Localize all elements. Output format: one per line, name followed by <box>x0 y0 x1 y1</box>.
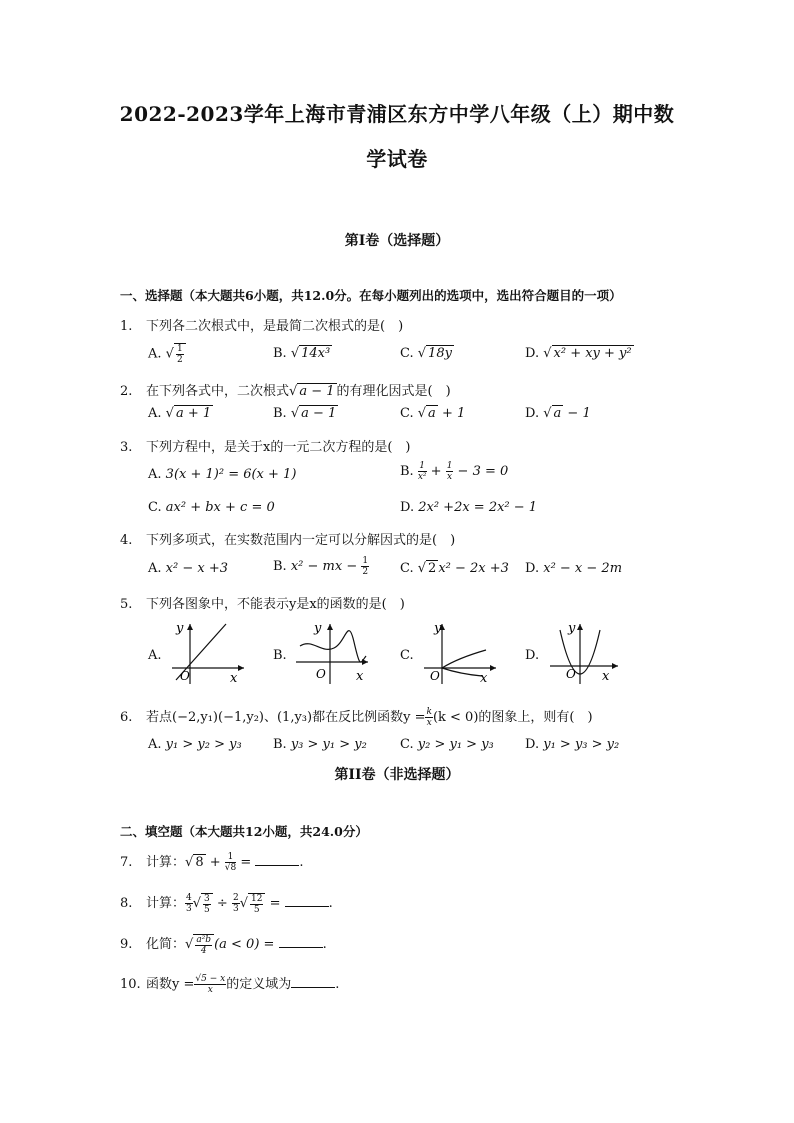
q2-option-b[interactable]: B. √ a − 1 <box>273 406 337 421</box>
x-axis-label: x <box>230 671 238 686</box>
option-math: y₂ > y₁ > y₃ <box>417 737 494 752</box>
plus-sign: + <box>205 855 225 870</box>
option-label: B. <box>400 464 414 479</box>
option-math: a + 1 <box>175 406 212 421</box>
root-fraction: $\frac{\text{a²b}}{4}$ <box>193 934 214 956</box>
inline-math: a − 1 <box>299 384 335 399</box>
q5-graph-c[interactable] <box>420 618 500 686</box>
option-math-tail: − 1 <box>563 406 591 421</box>
root-fraction-2: $\frac{12}{5}$ <box>248 893 265 915</box>
q6-option-c[interactable] <box>400 737 494 752</box>
question-9: 9. 化简：√ $\frac{\text{a²b}}{4}$ (a < 0) = . <box>120 934 327 956</box>
question-number: 2. <box>120 384 133 399</box>
q1-option-a[interactable]: A. √ $\frac{1}{2}$ <box>148 343 186 365</box>
q5-option-a-label[interactable]: A. <box>148 648 162 663</box>
q5-graph-d[interactable] <box>546 618 622 686</box>
q1-option-d[interactable]: D. √ x² + xy + y² <box>525 346 632 361</box>
q3-option-c[interactable] <box>148 500 275 515</box>
option-label: C. <box>400 561 414 576</box>
q4-option-b[interactable] <box>273 556 369 577</box>
option-math: y₃ > y₁ > y₂ <box>290 737 367 752</box>
question-1 <box>120 315 403 334</box>
section1-heading: 一、选择题（本大题共6小题，共12.0分。在每小题列出的选项中，选出符合题目的一项） <box>120 288 622 303</box>
question-label: 计算： <box>146 855 186 870</box>
q3-option-b[interactable] <box>400 461 508 482</box>
q6-option-a[interactable] <box>148 737 242 752</box>
x-axis-label: x <box>602 669 610 684</box>
equals-sign: = <box>236 855 252 870</box>
option-label: D. <box>525 406 540 421</box>
inline-root: 8 <box>195 855 204 870</box>
question-2: 2. 在下列各式中，二次根式√ a − 1 的有理化因式是( ) <box>120 384 451 399</box>
root-fraction-1: $\frac{3}{5}$ <box>201 893 213 915</box>
option-math: 3(x + 1)² = 6(x + 1) <box>165 467 297 482</box>
option-label: B. <box>273 406 287 421</box>
x-axis-label: x <box>480 671 488 686</box>
option-label: A. <box>148 467 162 482</box>
y-axis-label: y <box>568 621 576 636</box>
option-math: a <box>428 406 436 421</box>
inline-fraction: $\frac{k}{x}$ <box>426 707 432 728</box>
question-4 <box>120 529 455 548</box>
page-title-line2: 学试卷 <box>366 147 428 171</box>
part1-title: 第I卷（选择题） <box>344 233 450 249</box>
origin-label: O <box>180 669 190 683</box>
period: . <box>299 855 304 870</box>
question-text: 下列多项式，在实数范围内一定可以分解因式的是( ) <box>146 533 456 548</box>
option-label: D. <box>525 346 540 361</box>
option-label: A. <box>148 561 162 576</box>
option-math: x² − x − 2m <box>543 561 623 576</box>
option-math-tail: + 1 <box>437 406 466 421</box>
y-axis-label: y <box>176 621 184 636</box>
question-number: 5. <box>120 597 133 612</box>
frac-1: $\frac{1}{\text{x²}}$ <box>417 461 427 482</box>
option-math: x² + xy + y² <box>553 346 632 361</box>
q1-option-c[interactable]: C. √ 18y <box>400 346 452 361</box>
question-number: 9. <box>120 937 133 952</box>
option-label: C. <box>148 500 162 515</box>
question-text: 若点(−2,y₁)(−1,y₂)、(1,y₃)都在反比例函数y = <box>146 710 426 725</box>
q4-option-a[interactable] <box>148 561 228 576</box>
question-text-end: 的有理化因式是( ) <box>336 384 451 399</box>
question-number: 1. <box>120 319 133 334</box>
option-label: D. <box>525 737 540 752</box>
equals-sign: = <box>265 896 281 911</box>
page-title-line1: 2022-2023学年上海市青浦区东方中学八年级（上）期中数 <box>119 102 675 126</box>
question-6 <box>120 706 593 728</box>
frac-2: $\frac{1}{x}$ <box>446 461 453 482</box>
option-math: ax² + bx + c = 0 <box>165 500 275 515</box>
question-text: 下列方程中，是关于x的一元二次方程的是( ) <box>146 440 411 455</box>
question-7: 7. 计算：√ 8 + $\frac{1}{√8}$ = . <box>120 852 304 873</box>
coef-fraction-1: $\frac{4}{3}$ <box>186 893 192 914</box>
question-text: 下列各图象中，不能表示y是x的函数的是( ) <box>146 597 405 612</box>
inline-fraction: $\frac{1}{√8}$ <box>224 852 237 873</box>
option-label: B. <box>273 346 287 361</box>
q3-option-a[interactable] <box>148 467 296 482</box>
option-label: C. <box>400 346 414 361</box>
option-label: B. <box>273 559 287 574</box>
question-label: 化简： <box>146 937 186 952</box>
option-label: D. <box>400 500 415 515</box>
origin-label: O <box>430 669 440 683</box>
option-math: x² − mx − <box>290 559 358 574</box>
question-text-end: (k < 0)的图象上，则有( ) <box>432 710 593 725</box>
q6-option-d[interactable] <box>525 737 619 752</box>
option-math: 18y <box>428 346 452 361</box>
question-number: 3. <box>120 440 133 455</box>
option-math: 2 <box>428 561 437 576</box>
answer-blank[interactable] <box>285 894 329 907</box>
q4-option-c[interactable]: C. √ 2 x² − 2x +3 <box>400 561 509 576</box>
option-math-tail: − 3 = 0 <box>453 464 509 479</box>
y-axis-label: y <box>314 621 322 636</box>
option-label: B. <box>273 737 287 752</box>
question-number: 8. <box>120 896 133 911</box>
option-math: a − 1 <box>301 406 337 421</box>
condition: (a < 0) = <box>214 937 275 952</box>
question-number: 6. <box>120 710 133 725</box>
plus-sign: + <box>426 464 446 479</box>
q5-graph-b[interactable] <box>292 618 372 686</box>
origin-label: O <box>316 667 326 681</box>
inline-fraction: $\frac{√5 - x}{x}$ <box>195 974 226 995</box>
divide-sign: ÷ <box>212 896 232 911</box>
question-text: 下列各二次根式中，是最简二次根式的是( ) <box>146 319 404 334</box>
question-8: 8. 计算： $\frac{4}{3}$ √ $\frac{3}{5}$ ÷ $\frac{2}{3}$ √ $\frac{12}{5}$ = . <box>120 893 333 915</box>
q2-option-c[interactable]: C. √ a + 1 <box>400 406 466 421</box>
question-5 <box>120 593 405 612</box>
option-label: A. <box>148 737 162 752</box>
period: . <box>328 896 333 911</box>
option-math: 2x² +2x = 2x² − 1 <box>418 500 538 515</box>
question-3 <box>120 436 410 455</box>
option-label: A. <box>148 346 162 362</box>
q4-option-d[interactable] <box>525 561 622 576</box>
x-axis-label: x <box>356 669 364 684</box>
y-axis-label: y <box>434 621 442 636</box>
answer-blank[interactable] <box>255 853 299 866</box>
question-10 <box>120 973 339 995</box>
option-label: A. <box>148 406 162 421</box>
answer-blank[interactable] <box>291 975 335 988</box>
q3-option-d[interactable] <box>400 500 537 515</box>
question-number: 7. <box>120 855 133 870</box>
q6-option-b[interactable] <box>273 737 367 752</box>
q2-option-d[interactable]: D. √ a − 1 <box>525 406 591 421</box>
q5-graph-a[interactable] <box>168 618 248 686</box>
question-number: 10. <box>120 977 141 992</box>
frac-half: $\frac{1}{2}$ <box>362 556 369 577</box>
q5-option-c-label[interactable]: C. <box>400 648 414 663</box>
option-label: C. <box>400 737 414 752</box>
answer-blank[interactable] <box>279 935 323 948</box>
coef-fraction-2: $\frac{2}{3}$ <box>232 893 239 914</box>
question-label: 计算： <box>146 896 186 911</box>
q5-option-d-label[interactable]: D. <box>525 648 540 663</box>
option-label: C. <box>400 406 414 421</box>
option-math: y₁ > y₃ > y₂ <box>543 737 620 752</box>
option-math: x² − x +3 <box>165 561 228 576</box>
origin-label: O <box>566 667 576 681</box>
option-math: 14x³ <box>301 346 331 361</box>
option-math: y₁ > y₂ > y₃ <box>165 737 242 752</box>
option-label: D. <box>525 561 540 576</box>
option-math-tail: x² − 2x +3 <box>438 561 509 576</box>
question-text-end: 的定义域为 <box>226 977 292 992</box>
question-text: 在下列各式中，二次根式 <box>146 384 290 399</box>
question-number: 4. <box>120 533 133 548</box>
option-math: a <box>553 406 562 421</box>
q5-option-b-label[interactable]: B. <box>273 648 287 663</box>
period: . <box>322 937 327 952</box>
part2-title: 第II卷（非选择题） <box>334 767 460 783</box>
period: . <box>335 977 340 992</box>
question-label: 函数y = <box>146 977 195 992</box>
root-fraction: $\frac{1}{2}$ <box>174 343 186 365</box>
q1-option-b[interactable]: B. √ 14x³ <box>273 346 331 361</box>
section2-heading: 二、填空题（本大题共12小题，共24.0分） <box>120 824 368 839</box>
q2-option-a[interactable]: A. √ a + 1 <box>148 406 212 421</box>
